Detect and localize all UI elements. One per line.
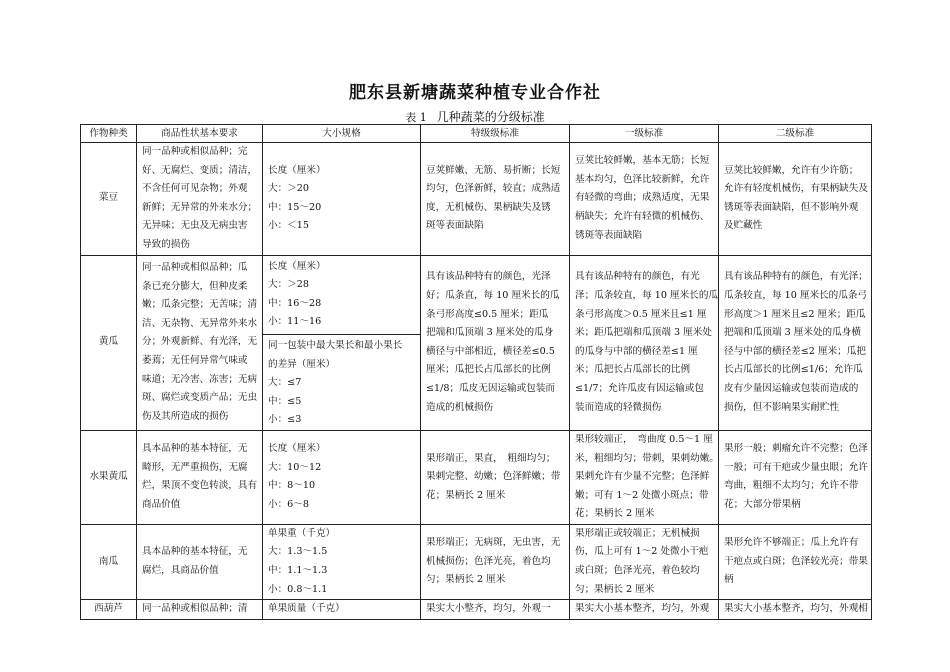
text-line: 花；果柄长 2 厘米 [426,489,506,501]
text-line: 大：10～12 [268,461,322,473]
grading-table [80,124,872,620]
text-line: 果实大小基本整齐，均匀，外观相 [724,603,868,615]
text-line: 把端和瓜顶端 3 厘米处的瓜身横 [724,327,861,339]
text-line: 小：0.8～1.1 [268,583,328,595]
crop-name: 西葫芦 [81,600,137,620]
first-grade-cell [570,255,719,430]
text-line: 锈斑等表面缺陷，但不影响外观 [724,201,859,213]
text-line: 伤，瓜上可有 1～2 处微小干疤 [575,546,709,558]
text-line: 匀；果柄长 2 厘米 [426,574,506,586]
text-line: 长度（厘米） [268,260,326,272]
header-first-grade: 一级标准 [570,125,719,143]
text-line: 烂，果顶不变色转淡，具有 [142,480,258,492]
table-row [81,430,872,524]
text-line: 同一品种或相似品种；瓜 [142,262,248,274]
text-line: 洁、无杂物、无异常外来水 [142,317,258,329]
special-grade-cell [421,430,570,524]
text-line: 装而造成的轻微损伤 [575,401,662,413]
size-spec-cell [263,430,421,524]
text-line: 果实大小基本整齐，均匀，外观 [575,603,710,615]
text-line: 干疤点或白斑；色泽较光亮；带果 [724,555,868,567]
header-size-spec: 大小规格 [263,125,421,143]
header-second-grade: 二级标准 [719,125,872,143]
text-line: 果刺完整、幼嫩；色泽鲜嫩；带 [426,471,561,483]
crop-name: 水果黄瓜 [81,430,137,524]
second-grade-cell [719,430,872,524]
basic-requirements-cell [137,430,263,524]
text-line: 中：8～10 [268,480,316,492]
text-line: 单果重（千克） [268,527,336,539]
text-line: 中：16～28 [268,297,322,309]
basic-requirements-cell [137,524,263,599]
text-line: 腐烂，具商品价值 [142,565,219,577]
size-spec-length [268,258,415,332]
first-grade-cell [570,430,719,524]
text-line: 中：≤5 [268,395,302,407]
text-line: 斑等表面缺陷 [426,220,484,232]
size-spec-cell [263,143,421,256]
text-line: 的瓜身与中部的横径差≤1 厘 [575,345,698,357]
text-line: ≤1/8；瓜皮无因运输或包装而 [426,382,556,394]
text-line: 均匀，色泽新鲜，较直；成熟适 [426,183,561,195]
text-line: 米；距瓜把端和瓜顶端 3 厘米处 [575,327,712,339]
first-grade-cell [570,600,719,620]
text-line: 具有该品种特有的颜色，有光 [575,271,700,283]
basic-requirements-cell [137,143,263,256]
header-special-grade: 特级级标准 [421,125,570,143]
second-grade-cell [719,600,872,620]
text-line: 具本品种的基本特征，无 [142,443,248,455]
header-basic-requirements: 商品性状基本要求 [137,125,263,143]
text-line: 果形允许不够端正；瓜上允许有 [724,537,859,549]
text-line: 伤及其所造成的损伤 [142,410,229,422]
text-line: 有轻微的弯曲；成熟适度，无果 [575,192,710,204]
size-spec-cell [263,524,421,599]
text-line: 同一品种或相似品种；完 [142,146,248,157]
document-title: 肥东县新塘蔬菜种植专业合作社 [349,83,601,103]
text-line: 果形较端正， 弯曲度 0.5～1 厘 [575,433,713,445]
size-spec-cell [263,255,421,430]
special-grade-cell [421,600,570,620]
text-line: 同一包装中最大果长和最小果长 [268,339,403,351]
text-line: 同一品种或相似品种；清 [142,603,248,615]
text-line: 锈斑等表面缺陷 [575,229,643,241]
first-grade-cell [570,524,719,599]
text-line: 小：＜15 [268,220,309,232]
text-line: 豆荚比较鲜嫩，基本无筋；长短 [575,155,710,167]
text-line: 中：1.1～1.3 [268,565,328,577]
text-line: 基本均匀，色泽比较新鲜，允许 [575,173,710,185]
text-line: 径与中部的横径差≤2 厘米；瓜把 [724,345,866,357]
text-line: 具本品种的基本特征，无 [142,546,248,558]
text-line: 柄 [724,574,734,586]
text-line: 造成的机械损伤 [426,401,494,413]
text-line: 大：≤7 [268,377,302,389]
text-line: 柄缺失；允许有轻微的机械伤、 [575,211,710,223]
crop-name: 南瓜 [81,524,137,599]
text-line: 及贮藏性 [724,220,763,232]
text-line: 条已充分膨大，但种皮柔 [142,280,248,292]
size-spec-difference [263,334,420,430]
text-line: 允许有轻度机械伤，有果柄缺失及 [724,183,868,195]
text-line: 斑、腐烂或变质产品；无虫 [142,392,258,404]
text-line: 味道；无冷害、冻害；无病 [142,373,258,385]
text-line: 畸形，无严重损伤，无腐 [142,461,248,473]
table-caption-text: 几种蔬菜的分级标准 [436,110,545,124]
text-line: 小：≤3 [268,414,302,426]
text-line: 一般；可有干疤或少量虫眼；允许 [724,461,868,473]
text-line: 匀；果柄长 2 厘米 [575,583,655,595]
text-line: 横径与中部相近，横径差≤0.5 [426,345,555,357]
text-line: 果形端正或较端正；无机械损 [575,527,700,539]
text-line: 小：6～8 [268,498,309,510]
text-line: 大：＞20 [268,183,309,195]
table-caption-number: 表 1 [405,111,427,124]
text-line: 新鲜；无异常的外来水分； [142,201,258,213]
second-grade-cell [719,524,872,599]
text-line: 花；大部分带果柄 [724,498,801,510]
text-line: ≤1/7；允许瓜皮有因运输或包 [575,382,705,394]
special-grade-cell [421,143,570,256]
basic-requirements-cell [137,600,263,620]
text-line: 中：15～20 [268,201,322,213]
text-line: 形高度＞1 厘米且≤2 厘米；距瓜 [724,308,866,320]
text-line: 大：1.3～1.5 [268,546,328,558]
text-line: 把端和瓜顶端 3 厘米处的瓜身 [426,327,554,339]
header-crop: 作物种类 [81,125,137,143]
table-row [81,143,872,256]
size-spec-cell [263,600,421,620]
text-line: 分；外观新鲜、有光泽，无 [142,336,258,348]
crop-name: 菜豆 [81,143,137,256]
text-line: 长度（厘米） [268,164,326,176]
text-line: 的差异（厘米） [268,358,336,370]
text-line: 度，无机械伤、果柄缺失及锈 [426,201,551,213]
special-grade-cell [421,255,570,430]
basic-requirements-cell [137,255,263,430]
table-caption [0,108,950,125]
table-row [81,600,872,620]
table-header-row [81,125,872,143]
text-line: 米，粗细均匀；带刺，果刺幼嫩。 [575,452,719,464]
text-line: 豆荚鲜嫩、无筋、易折断；长短 [426,164,561,176]
special-grade-cell [421,524,570,599]
first-grade-cell [570,143,719,256]
text-line: 米；瓜把长占瓜部长的比例 [575,364,691,376]
table-row [81,524,872,599]
text-line: 果形端正；无病斑，无虫害，无 [426,537,561,549]
text-line: 长占瓜部长的比例≤1/6；允许瓜 [724,364,863,376]
text-line: 大：＞28 [268,279,309,291]
text-line: 不含任何可见杂物；外观 [142,183,248,195]
text-line: 好、无腐烂、变质；清洁， [142,164,258,176]
text-line: 小：11～16 [268,316,322,328]
text-line: 具有该品种特有的颜色，光泽 [426,271,551,283]
text-line: 果实大小整齐，均匀，外观一 [426,603,551,615]
second-grade-cell [719,143,872,256]
crop-name: 黄瓜 [81,255,137,430]
text-line: 嫩；可有 1～2 处微小斑点；带 [575,489,709,501]
text-line: 皮有少量因运输或包装而造成的 [724,382,859,394]
text-line: 花；果柄长 2 厘米 [575,508,655,520]
text-line: 条弓形高度＞0.5 厘米且≤1 厘 [575,308,707,320]
text-line: 果刺允许有少量不完整；色泽鲜 [575,471,710,483]
text-line: 萎蔫；无任何异常气味或 [142,355,248,367]
text-line: 弯曲，粗细不太均匀；允许不带 [724,480,859,492]
text-line: 泽；瓜条较直，每 10 厘米长的瓜 [575,289,719,301]
text-line: 瓜条较直，每 10 厘米长的瓜条弓 [724,289,868,301]
table-row [81,255,872,430]
text-line: 单果质量（千克） [268,603,345,615]
text-line: 无异味；无虫及无病虫害 [142,220,248,232]
text-line: 商品价值 [142,498,181,510]
text-line: 嫩；瓜条完整；无苦味；清 [142,299,258,311]
text-line: 果形一般；刺瘤允许不完整；色泽 [724,443,868,455]
text-line: 好；瓜条直，每 10 厘米长的瓜 [426,289,560,301]
text-line: 机械损伤；色泽光亮，着色均 [426,555,551,567]
text-line: 豆荚比较鲜嫩，允许有少许筋； [724,164,859,176]
text-line: 损伤，但不影响果实耐贮性 [724,401,840,413]
text-line: 或白斑；色泽光亮，着色较均 [575,565,700,577]
text-line: 厘米；瓜把长占瓜部长的比例 [426,364,551,376]
text-line: 具有该品种特有的颜色，有光泽； [724,271,868,283]
text-line: 果形端正，果直， 粗细均匀； [426,452,556,464]
text-line: 导致的损伤 [142,238,190,250]
text-line: 条弓形高度≤0.5 厘米；距瓜 [426,308,549,320]
text-line: 长度（厘米） [268,443,326,455]
second-grade-cell [719,255,872,430]
